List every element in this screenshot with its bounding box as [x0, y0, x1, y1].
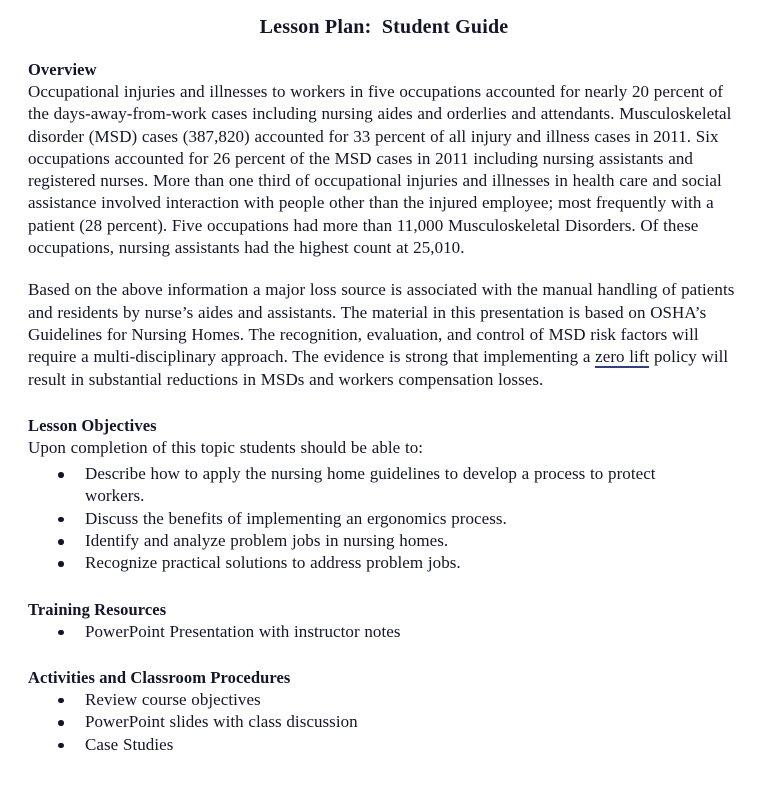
bullet-dot-icon [58, 630, 64, 636]
activities-list [28, 689, 740, 756]
list-item-label: Identify and analyze problem jobs in nursing homes. [85, 531, 449, 551]
bullet-dot-icon [58, 561, 64, 567]
list-item-label: Recognize practical solutions to address problem jobs. [85, 553, 461, 573]
list-item-label: PowerPoint Presentation with instructor notes [85, 621, 401, 641]
list-item-label: Discuss the benefits of implementing an ergonomics process. [85, 508, 507, 528]
list-item [28, 621, 740, 643]
overview-paragraph-2-part-1: Based on the above information a major loss source is associated with the manual handling of patients and residents by nurse’s aides and assistants. The material in this presentation is based on OSHA’s Guidelines for Nursing Homes. The recognition, evaluation, and control of MSD risk factors will require a multi-disciplinary approach. The evidence is strong that implementing a [28, 280, 735, 367]
section-heading-overview: Overview [28, 60, 97, 79]
bullet-dot-icon [58, 517, 64, 523]
bullet-dot-icon [58, 698, 64, 704]
list-item [28, 463, 685, 508]
list-item [28, 689, 740, 711]
section-heading-lesson-objectives: Lesson Objectives [28, 415, 157, 435]
list-item-label: Case Studies [85, 734, 174, 754]
zero-lift-link[interactable]: zero lift [595, 347, 650, 367]
list-item-label: Review course objectives [85, 689, 261, 709]
bullet-dot-icon [58, 720, 64, 726]
list-item-label: PowerPoint slides with class discussion [85, 712, 358, 732]
list-item [28, 552, 685, 574]
page-title: Lesson Plan: Student Guide [259, 16, 509, 38]
training-resources-list [28, 621, 740, 643]
bullet-dot-icon [58, 743, 64, 749]
list-item [28, 508, 685, 530]
bullet-dot-icon [58, 472, 64, 478]
lesson-objectives-intro: Upon completion of this topic students should be able to: [28, 437, 424, 457]
section-heading-training-resources: Training Resources [28, 599, 167, 619]
overview-paragraph-1: Occupational injuries and illnesses to workers in five occupations accounted for nearly 20 percent of the days-away-from-work cases including nursing aides and orderlies and attendants. Musculoskeletal disorder (MSD) cases (387,820) accounted for 33 percent of all injury and illness cases in 2011. Six occupations accounted for 26 percent of the MSD cases in 2011 including nursing assistants and registered nurses. More than one third of occupational injuries and illnesses in health care and social assistance involved interaction with people other than the injured employee; most frequently with a patient (28 percent). Five occupations had more than 11,000 Musculoskeletal Disorders. Of these occupations, nursing assistants had the highest count at 25,010. [28, 82, 732, 258]
list-item [28, 530, 685, 552]
section-heading-activities: Activities and Classroom Procedures [28, 667, 291, 687]
list-item-label: Describe how to apply the nursing home guidelines to develop a process to protect workers. [85, 464, 656, 506]
list-item [28, 711, 740, 733]
list-item [28, 734, 740, 756]
bullet-dot-icon [58, 539, 64, 545]
overview-paragraph-2 [28, 279, 740, 390]
overview-paragraph-2-part-2: policy will result in substantial reductions in MSDs and workers compensation losses. [28, 347, 729, 389]
document-body [0, 39, 768, 756]
lesson-objectives-list [28, 463, 740, 574]
